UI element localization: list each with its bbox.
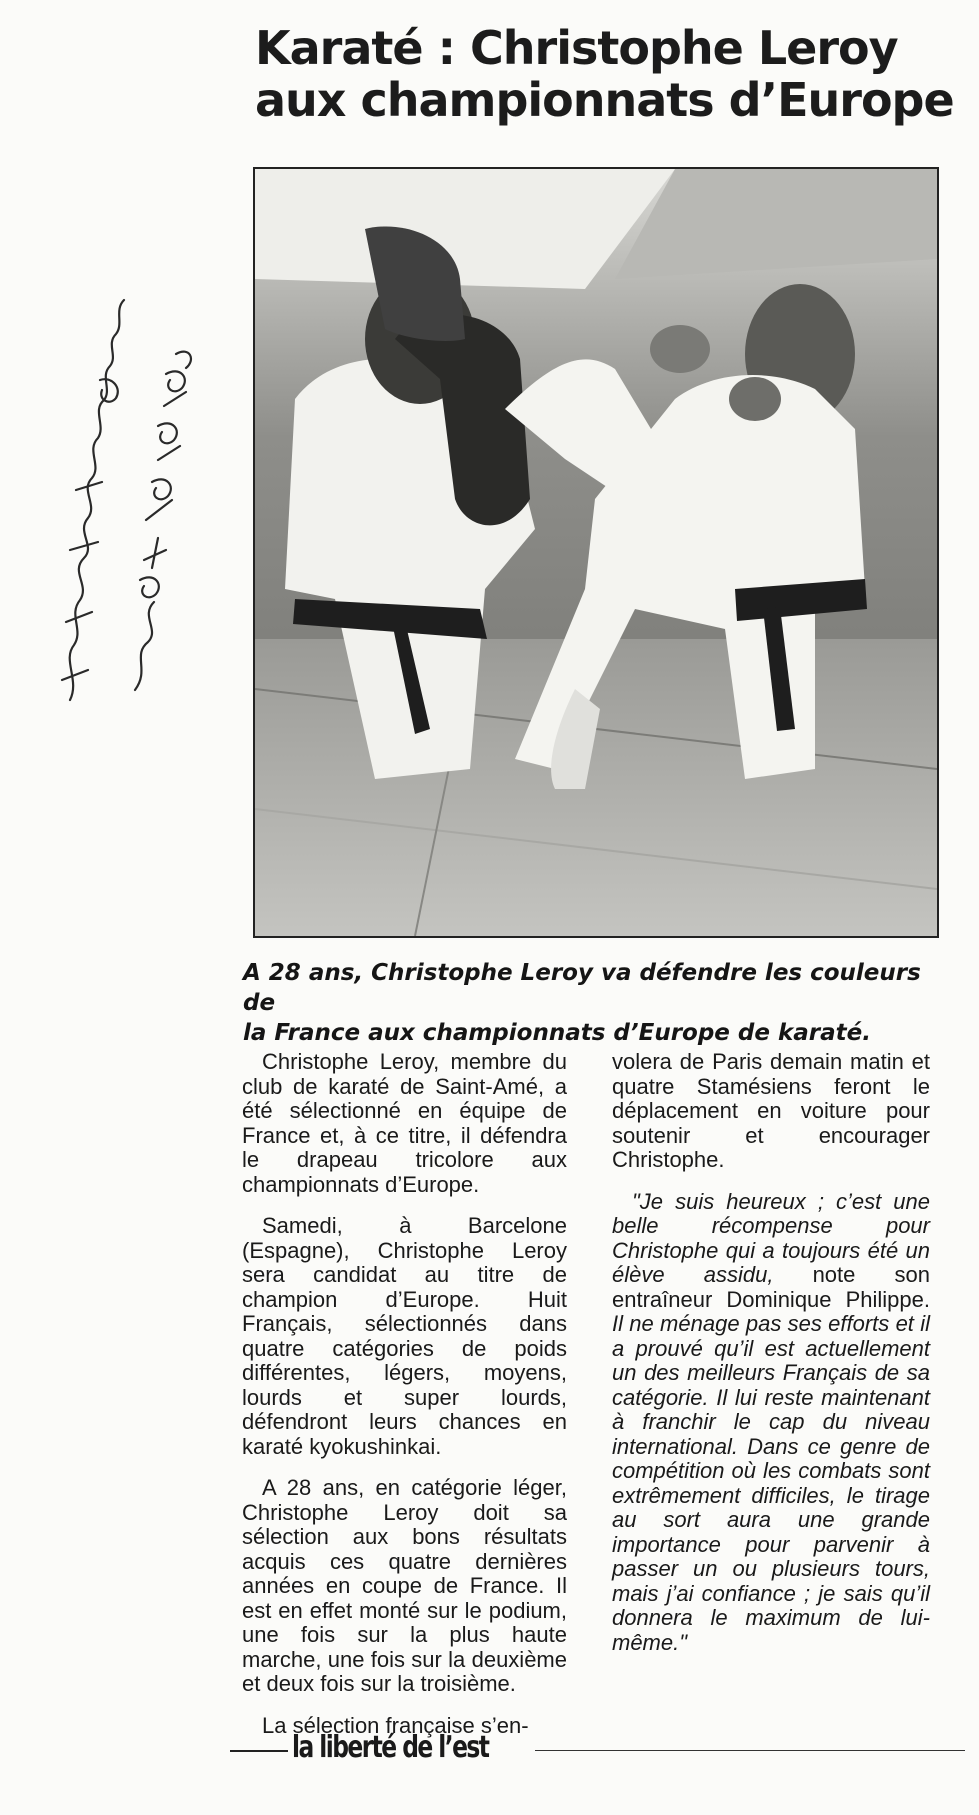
- quote-attribution: note son entraîneur Dominique Philippe.: [612, 1262, 930, 1312]
- article-column-1: [242, 1050, 567, 1755]
- caption-line-1: A 28 ans, Christophe Leroy va défendre les couleurs de: [243, 960, 921, 1016]
- newspaper-masthead: la liberté de l’est: [292, 1730, 489, 1765]
- article-paragraph: La sélection française s’en-: [262, 1712, 529, 1738]
- quote-part-c: Il ne ménage pas ses efforts et il a prouvé qu’il est actuellement un des meilleurs Français de sa catégorie. Il lui reste maintenant à franchir le cap du niveau international. Dans ce genre de compétition où les combats sont extrêmement difficiles, le tirage au sort aura une grande importance pour parvenir à passer un ou plusieurs tours, mais j’ai confiance ; je sais qu’il donnera le maximum de lui-même.": [612, 1311, 930, 1655]
- handwritten-annotation: [40, 250, 200, 710]
- article-photo: [253, 167, 939, 938]
- footer-rule-right: [535, 1750, 965, 1751]
- caption-line-2: la France aux championnats d’Europe de karaté.: [243, 1020, 871, 1046]
- article-quote: [612, 1190, 930, 1656]
- article-paragraph: volera de Paris demain matin et quatre Stamésiens feront le déplacement en voiture pour soutenir et encourager Christophe.: [612, 1049, 930, 1172]
- quote-part-a: "Je suis heureux ; c’est une belle récompense pour Christophe qui a toujours été un élève assidu,: [612, 1188, 930, 1287]
- headline-line-1: Karaté : Christophe Leroy: [255, 21, 898, 75]
- article-paragraph: Samedi, à Barcelone (Espagne), Christophe Leroy sera candidat au titre de champion d’Europe. Huit Français, sélectionnés dans quatre catégories de poids différentes, légers, moyens, lourds et super lourds, défendront leurs chances en karaté kyokushinkai.: [242, 1213, 567, 1459]
- headline: [255, 22, 955, 126]
- headline-line-2: aux championnats d’Europe: [255, 73, 954, 127]
- karate-photo-illustration: [255, 169, 937, 936]
- article-paragraph: Christophe Leroy, membre du club de karaté de Saint-Amé, a été sélectionné en équipe de France et, à ce titre, il défendra le drapeau tricolore aux championnats d’Europe.: [242, 1049, 567, 1197]
- article-paragraph: A 28 ans, en catégorie léger, Christophe Leroy doit sa sélection aux bons résultats acquis ces quatre dernières années en coupe de France. Il est en effet monté sur le podium, une fois sur la plus haute marche, une fois sur la deuxième et deux fois sur la troisième.: [242, 1475, 567, 1696]
- article-column-2: [612, 1050, 930, 1672]
- newspaper-footer: [230, 1730, 970, 1770]
- photo-caption: [243, 958, 943, 1048]
- footer-rule-left: [230, 1750, 288, 1752]
